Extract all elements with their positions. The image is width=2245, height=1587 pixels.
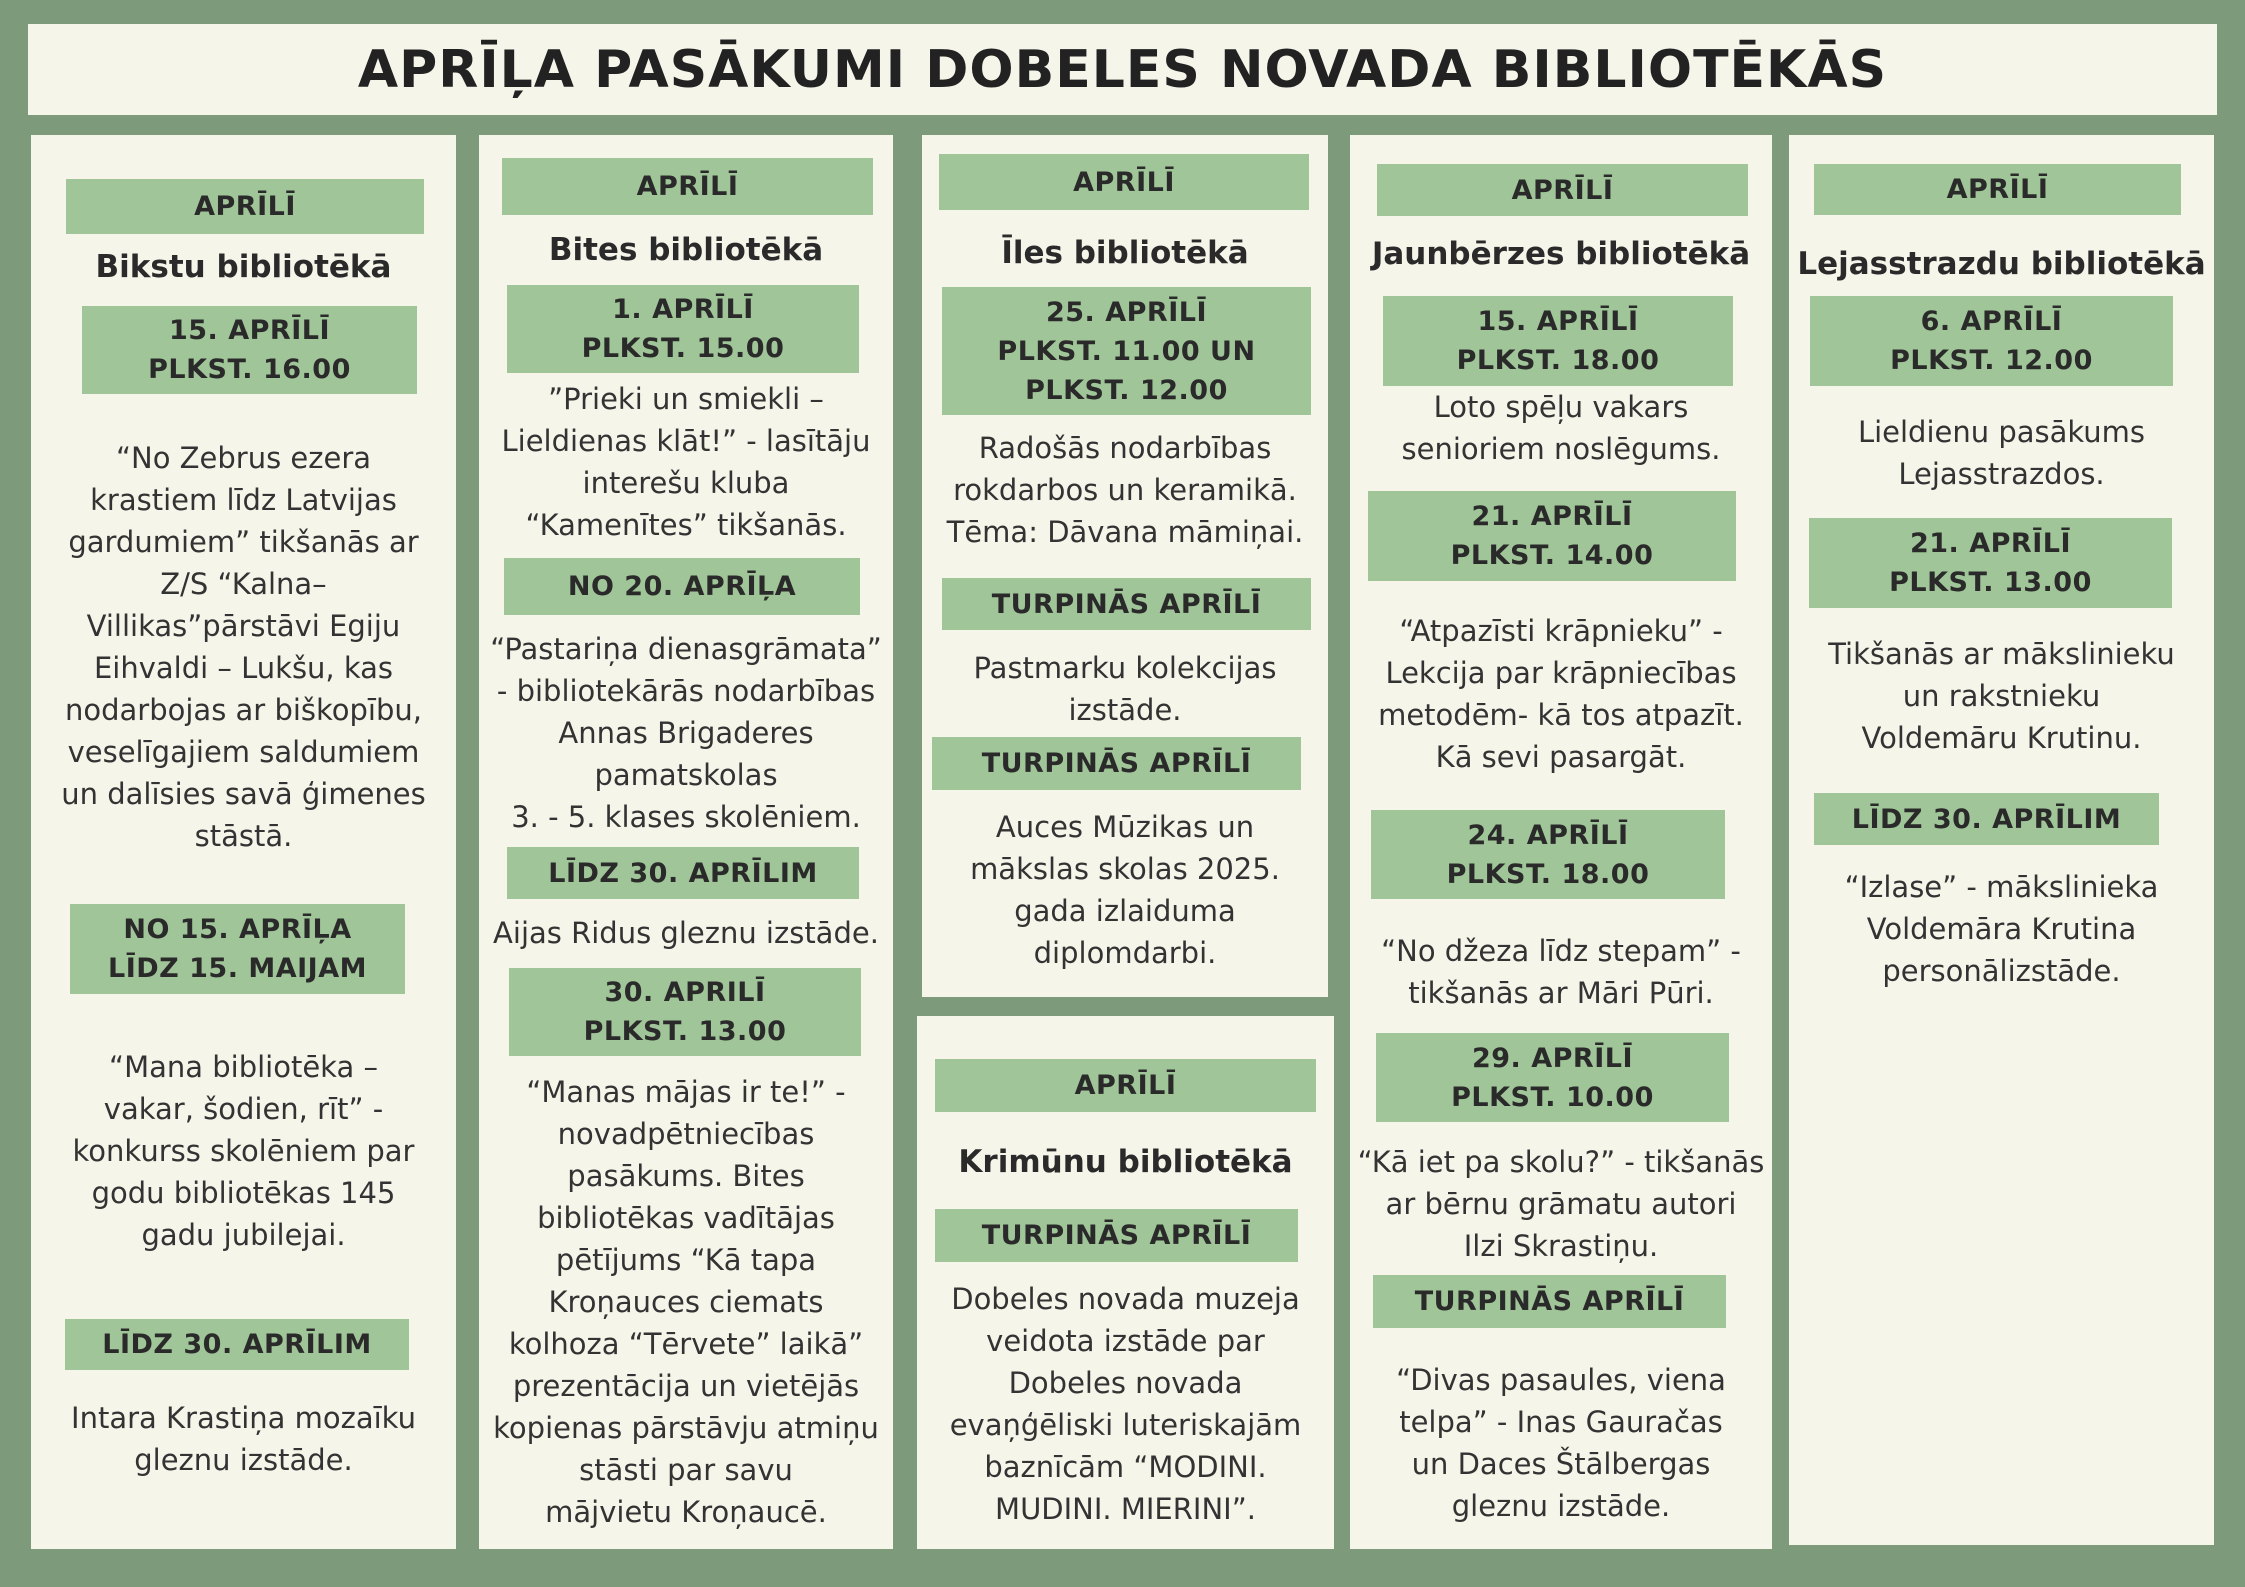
iles-event3-text bbox=[927, 806, 1323, 974]
text-line: LĪDZ 15. MAIJAM bbox=[108, 953, 367, 984]
text-line: telpa” - Inas Gauračas bbox=[1399, 1405, 1723, 1439]
text-line: nodarbojas ar biškopību, bbox=[65, 693, 422, 727]
biksti-event1-text bbox=[46, 437, 441, 857]
text-line: “No džeza līdz stepam” - bbox=[1381, 934, 1741, 968]
text-line: Tikšanās ar mākslinieku bbox=[1828, 637, 2175, 671]
text-line: Voldemāru Krutinu. bbox=[1861, 721, 2142, 755]
text-line: personālizstāde. bbox=[1882, 954, 2121, 988]
text-line: LĪDZ 30. APRĪLIM bbox=[102, 1329, 372, 1360]
text-line: TURPINĀS APRĪLĪ bbox=[1414, 1286, 1685, 1317]
text-line: Z/S “Kalna– bbox=[160, 567, 327, 601]
lejasstrazdi-event2-text bbox=[1794, 633, 2209, 759]
text-line: Lejasstrazdos. bbox=[1898, 457, 2105, 491]
krimuni-header-band bbox=[935, 1059, 1316, 1112]
bites-event1-date bbox=[507, 285, 859, 373]
text-line: stāsti par savu bbox=[579, 1453, 793, 1487]
text-line: Voldemāra Krutina bbox=[1866, 912, 2137, 946]
text-line: NO 15. APRĪĻA bbox=[123, 914, 352, 945]
text-line: TURPINĀS APRĪLĪ bbox=[981, 748, 1252, 779]
text-line: krastiem līdz Latvijas bbox=[90, 483, 397, 517]
jaunberze-event2-date bbox=[1368, 491, 1736, 581]
text-line: gada izlaiduma bbox=[1014, 894, 1236, 928]
jaunberze-event1-date bbox=[1383, 296, 1733, 386]
text-line: APRĪLĪ bbox=[636, 171, 739, 202]
bites-event2-date bbox=[504, 558, 860, 615]
lejasstrazdi-header-band bbox=[1814, 164, 2181, 215]
text-line: APRĪLĪ bbox=[1074, 1070, 1177, 1101]
biksti-event3-text bbox=[46, 1397, 441, 1481]
text-line: Auces Mūzikas un bbox=[995, 810, 1255, 844]
text-line: “Manas mājas ir te!” - bbox=[526, 1075, 846, 1109]
text-line: PLKST. 14.00 bbox=[1450, 540, 1654, 571]
text-line: PLKST. 13.00 bbox=[583, 1016, 787, 1047]
text-line: izstāde. bbox=[1068, 693, 1182, 727]
lejasstrazdi-event1-text bbox=[1794, 411, 2209, 495]
page-title: APRĪĻA PASĀKUMI DOBELES NOVADA BIBLIOTĒKĀS bbox=[357, 39, 1888, 100]
jaunberze-event2-text bbox=[1355, 610, 1767, 778]
text-line: kolhoza “Tērvete” laikā” bbox=[508, 1327, 864, 1361]
text-line: pētījums “Kā tapa bbox=[555, 1243, 817, 1277]
text-line: Dobeles novada muzeja bbox=[951, 1282, 1300, 1316]
lejasstrazdi-event3-date bbox=[1814, 793, 2159, 845]
text-line: metodēm- kā tos atpazīt. bbox=[1378, 698, 1744, 732]
iles-event3-date bbox=[932, 737, 1301, 790]
iles-event1-date bbox=[942, 287, 1311, 415]
text-line: Annas Brigaderes bbox=[558, 716, 814, 750]
text-line: TURPINĀS APRĪLĪ bbox=[981, 1220, 1252, 1251]
lejasstrazdi-event3-text bbox=[1794, 866, 2209, 992]
text-line: MUDINI. MIERINI”. bbox=[995, 1492, 1256, 1526]
biksti-event2-text bbox=[46, 1046, 441, 1256]
text-line: APRĪLĪ bbox=[1073, 166, 1175, 198]
text-line: 3. - 5. klases skolēniem. bbox=[511, 800, 861, 834]
jaunberze-library-name: Jaunbērzes bibliotēkā bbox=[1371, 236, 1751, 272]
text-line: mājvietu Kroņaucē. bbox=[545, 1495, 827, 1529]
text-line: interešu kluba bbox=[582, 466, 790, 500]
text-line: pasākums. Bites bbox=[567, 1159, 805, 1193]
text-line: PLKST. 16.00 bbox=[148, 354, 351, 385]
text-line: Intara Krastiņa mozaīku bbox=[71, 1401, 416, 1435]
jaunberze-event5-text bbox=[1355, 1359, 1767, 1527]
text-line: 15. APRĪLĪ bbox=[1477, 306, 1639, 337]
text-line: Ilzi Skrastiņu. bbox=[1463, 1229, 1659, 1263]
text-line: un dalīsies savā ģimenes bbox=[61, 777, 426, 811]
text-line: gadu jubilejai. bbox=[141, 1218, 346, 1252]
text-line: LĪDZ 30. APRĪLIM bbox=[548, 857, 818, 889]
text-line: Tēma: Dāvana māmiņai. bbox=[946, 515, 1304, 549]
bites-event2-text bbox=[484, 628, 888, 838]
text-line: mākslas skolas 2025. bbox=[970, 852, 1280, 886]
text-line: PLKST. 18.00 bbox=[1456, 345, 1660, 376]
text-line: bibliotēkas vadītājas bbox=[537, 1201, 835, 1235]
text-line: 21. APRĪLĪ bbox=[1471, 501, 1633, 532]
text-line: “Divas pasaules, viena bbox=[1396, 1363, 1726, 1397]
lejasstrazdi-event2-date bbox=[1809, 518, 2172, 608]
text-line: stāstā. bbox=[194, 819, 293, 853]
text-line: “Pastariņa dienasgrāmata” bbox=[490, 632, 882, 666]
text-line: prezentācija un vietējās bbox=[512, 1369, 860, 1403]
jaunberze-event4-text bbox=[1350, 1141, 1772, 1267]
bites-event4-date bbox=[509, 968, 861, 1056]
text-line: PLKST. 11.00 UN bbox=[997, 335, 1256, 367]
jaunberze-event1-text bbox=[1355, 386, 1767, 470]
bites-header-band bbox=[502, 158, 873, 215]
text-line: LĪDZ 30. APRĪLIM bbox=[1851, 803, 2122, 835]
text-line: Radošās nodarbības bbox=[978, 431, 1272, 465]
text-line: “Izlase” - mākslinieka bbox=[1844, 870, 2159, 904]
text-line: diplomdarbi. bbox=[1033, 936, 1217, 970]
bites-event3-date bbox=[507, 847, 859, 899]
text-line: PLKST. 15.00 bbox=[581, 333, 785, 364]
text-line: pamatskolas bbox=[594, 758, 778, 792]
text-line: konkurss skolēniem par bbox=[72, 1134, 415, 1168]
jaunberze-header-band bbox=[1377, 164, 1748, 216]
jaunberze-event3-text bbox=[1355, 930, 1767, 1014]
text-line: “Mana bibliotēka – bbox=[109, 1050, 378, 1084]
text-line: gardumiem” tikšanās ar bbox=[68, 525, 419, 559]
text-line: Eihvaldi – Lukšu, kas bbox=[93, 651, 394, 685]
iles-event1-text bbox=[927, 427, 1323, 553]
text-line: Lieldienu pasākums bbox=[1857, 415, 2146, 449]
text-line: 24. APRĪLĪ bbox=[1467, 819, 1629, 851]
jaunberze-event3-date bbox=[1371, 810, 1725, 899]
text-line: vakar, šodien, rīt” - bbox=[103, 1092, 384, 1126]
text-line: APRĪLĪ bbox=[1946, 174, 2049, 205]
text-line: senioriem noslēgums. bbox=[1401, 432, 1721, 466]
text-line: “Kā iet pa skolu?” - tikšanās bbox=[1357, 1145, 1765, 1179]
text-line: novadpētniecības bbox=[557, 1117, 815, 1151]
text-line: - bibliotekārās nodarbības bbox=[496, 674, 876, 708]
biksti-event2-date bbox=[70, 904, 405, 994]
bites-event1-text bbox=[484, 378, 888, 546]
text-line: Aijas Ridus gleznu izstāde. bbox=[493, 916, 879, 950]
text-line: TURPINĀS APRĪLĪ bbox=[991, 588, 1262, 620]
text-line: Pastmarku kolekcijas bbox=[973, 651, 1277, 685]
title-bar bbox=[28, 24, 2217, 115]
text-line: Loto spēļu vakars bbox=[1433, 390, 1689, 424]
text-line: 21. APRĪLĪ bbox=[1909, 528, 2071, 559]
text-line: Dobeles novada bbox=[1008, 1366, 1243, 1400]
biksti-library-name: Bikstu bibliotēkā bbox=[95, 249, 392, 285]
text-line: PLKST. 12.00 bbox=[1890, 345, 2093, 376]
text-line: Villikas”pārstāvi Egiju bbox=[86, 609, 401, 643]
iles-event2-date bbox=[942, 578, 1311, 630]
text-line: “No Zebrus ezera bbox=[115, 441, 372, 475]
text-line: 1. APRĪLĪ bbox=[612, 294, 754, 325]
text-line: PLKST. 10.00 bbox=[1451, 1081, 1654, 1113]
iles-header-band bbox=[939, 154, 1309, 210]
lejasstrazdi-event1-date bbox=[1810, 296, 2173, 386]
text-line: PLKST. 18.00 bbox=[1446, 858, 1650, 890]
text-line: APRĪLĪ bbox=[1511, 174, 1614, 206]
krimuni-event1-text bbox=[922, 1278, 1329, 1530]
text-line: un rakstnieku bbox=[1902, 679, 2101, 713]
text-line: rokdarbos un keramikā. bbox=[953, 473, 1297, 507]
iles-event2-text bbox=[927, 647, 1323, 731]
text-line: 15. APRĪLĪ bbox=[168, 315, 330, 346]
iles-library-name: Īles bibliotēkā bbox=[1001, 235, 1249, 271]
krimuni-library-name: Krimūnu bibliotēkā bbox=[958, 1144, 1293, 1180]
jaunberze-event5-date bbox=[1373, 1275, 1726, 1328]
text-line: 25. APRĪLĪ bbox=[1045, 296, 1207, 328]
text-line: tikšanās ar Māri Pūri. bbox=[1408, 976, 1714, 1010]
biksti-event1-date bbox=[82, 306, 417, 394]
text-line: PLKST. 13.00 bbox=[1889, 567, 2092, 598]
jaunberze-event4-date bbox=[1376, 1033, 1729, 1122]
text-line: ar bērnu grāmatu autori bbox=[1385, 1187, 1737, 1221]
text-line: godu bibliotēkas 145 bbox=[91, 1176, 396, 1210]
krimuni-event1-date bbox=[935, 1209, 1298, 1262]
text-line: “Atpazīsti krāpnieku” - bbox=[1399, 614, 1723, 648]
text-line: Lieldienas klāt!” - lasītāju bbox=[501, 424, 871, 458]
text-line: kopienas pārstāvju atmiņu bbox=[493, 1411, 879, 1445]
biksti-header-band bbox=[66, 179, 424, 234]
text-line: evaņģēliski luteriskajām bbox=[949, 1408, 1302, 1442]
text-line: 6. APRĪLĪ bbox=[1920, 306, 2063, 337]
text-line: baznīcām “MODINI. bbox=[984, 1450, 1267, 1484]
text-line: PLKST. 12.00 bbox=[1025, 374, 1228, 406]
bites-event4-text bbox=[484, 1071, 888, 1533]
text-line: veselīgajiem saldumiem bbox=[67, 735, 420, 769]
text-line: 29. APRĪLĪ bbox=[1471, 1042, 1633, 1074]
lejasstrazdi-library-name: Lejasstrazdu bibliotēkā bbox=[1797, 246, 2206, 282]
text-line: Kā sevi pasargāt. bbox=[1435, 740, 1687, 774]
text-line: NO 20. APRĪĻA bbox=[567, 571, 797, 602]
text-line: Kroņauces ciemats bbox=[548, 1285, 824, 1319]
text-line: gleznu izstāde. bbox=[1451, 1489, 1671, 1523]
bites-library-name: Bites bibliotēkā bbox=[548, 232, 824, 268]
text-line: veidota izstāde par bbox=[986, 1324, 1265, 1358]
text-line: un Daces Štālbergas bbox=[1411, 1447, 1711, 1481]
text-line: gleznu izstāde. bbox=[134, 1443, 353, 1477]
text-line: Lekcija par krāpniecības bbox=[1385, 656, 1737, 690]
text-line: 30. APRILĪ bbox=[604, 977, 766, 1008]
bites-event3-text bbox=[484, 912, 888, 954]
text-line: “Kamenītes” tikšanās. bbox=[525, 508, 847, 542]
biksti-event3-date bbox=[65, 1319, 409, 1370]
text-line: ”Prieki un smiekli – bbox=[548, 382, 824, 416]
text-line: APRĪLĪ bbox=[194, 191, 296, 222]
